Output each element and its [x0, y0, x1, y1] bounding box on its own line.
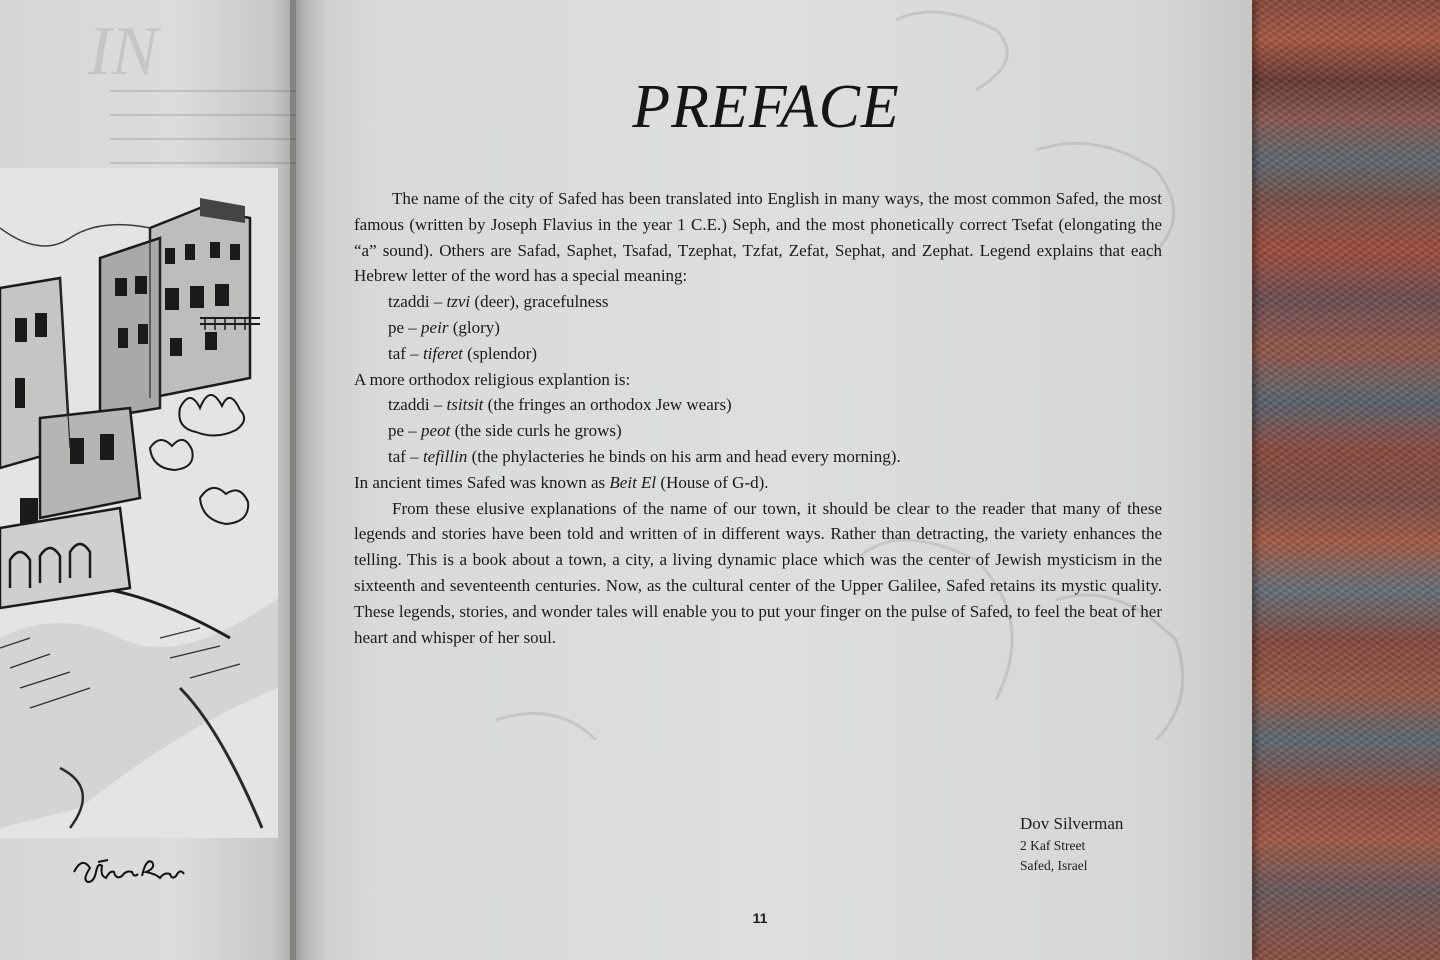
- paragraph-legends: From these elusive explanations of the name of our town, it should be clear to the reader that many of these legends and stories have been told and written of in different ways. Rather than detracting, the variety enhances the telling. This is a book about a town, a city, a living dynamic place which was the center of Jewish mysticism in the sixteenth and seventeenth centuries. Now, as the cultural center of the Upper Galilee, Safed retains its mystic quality. These legends, stories, and wonder tales will enable you to put your finger on the pulse of Safed, to feel the beat of her heart and whisper of her soul.: [354, 498, 1162, 647]
- list-item: pe – peir (glory): [388, 317, 500, 337]
- orthodox-intro: A more orthodox religious explantion is:: [354, 369, 631, 389]
- list-item: pe – peot (the side curls he grows): [388, 421, 622, 441]
- page-title: PREFACE: [632, 73, 900, 141]
- bleed-through-text: IN: [40, 0, 300, 170]
- artist-signature-icon: [70, 848, 200, 888]
- author-address-city: Safed, Israel: [1020, 858, 1088, 873]
- author-name: Dov Silverman: [1020, 814, 1124, 833]
- page-number: 11: [752, 910, 768, 926]
- author-address-street: 2 Kaf Street: [1020, 838, 1086, 853]
- safed-town-sketch: [0, 168, 278, 838]
- left-page: [0, 0, 296, 960]
- list-item: tzaddi – tsitsit (the fringes an orthodox Jew wears): [388, 395, 732, 415]
- preface-body: [354, 186, 1162, 650]
- woven-rug-background: [1240, 0, 1440, 960]
- list-item: tzaddi – tzvi (deer), gracefulness: [388, 292, 609, 312]
- list-item: taf – tefillin (the phylacteries he binds on his arm and head every morning).: [388, 446, 901, 466]
- book-spine-shadow: [290, 0, 326, 960]
- author-signature-block: [1020, 812, 1123, 876]
- ancient-name-line: In ancient times Safed was known as Beit El (House of G-d).: [354, 472, 769, 492]
- paragraph-city-names: The name of the city of Safed has been translated into English in many ways, the most common Safed, the most famous (written by Joseph Flavius in the year 1 C.E.) Seph, and the most phonetically correct Tsefat (elongating the “a” sound). Others are Safad, Saphet, Tsafad, Tzephat, Tzfat, Zefat, Sephat, and Zephat. Legend explains that each Hebrew letter of the word has a special meaning:: [354, 189, 1162, 286]
- list-item: taf – tiferet (splendor): [388, 343, 538, 363]
